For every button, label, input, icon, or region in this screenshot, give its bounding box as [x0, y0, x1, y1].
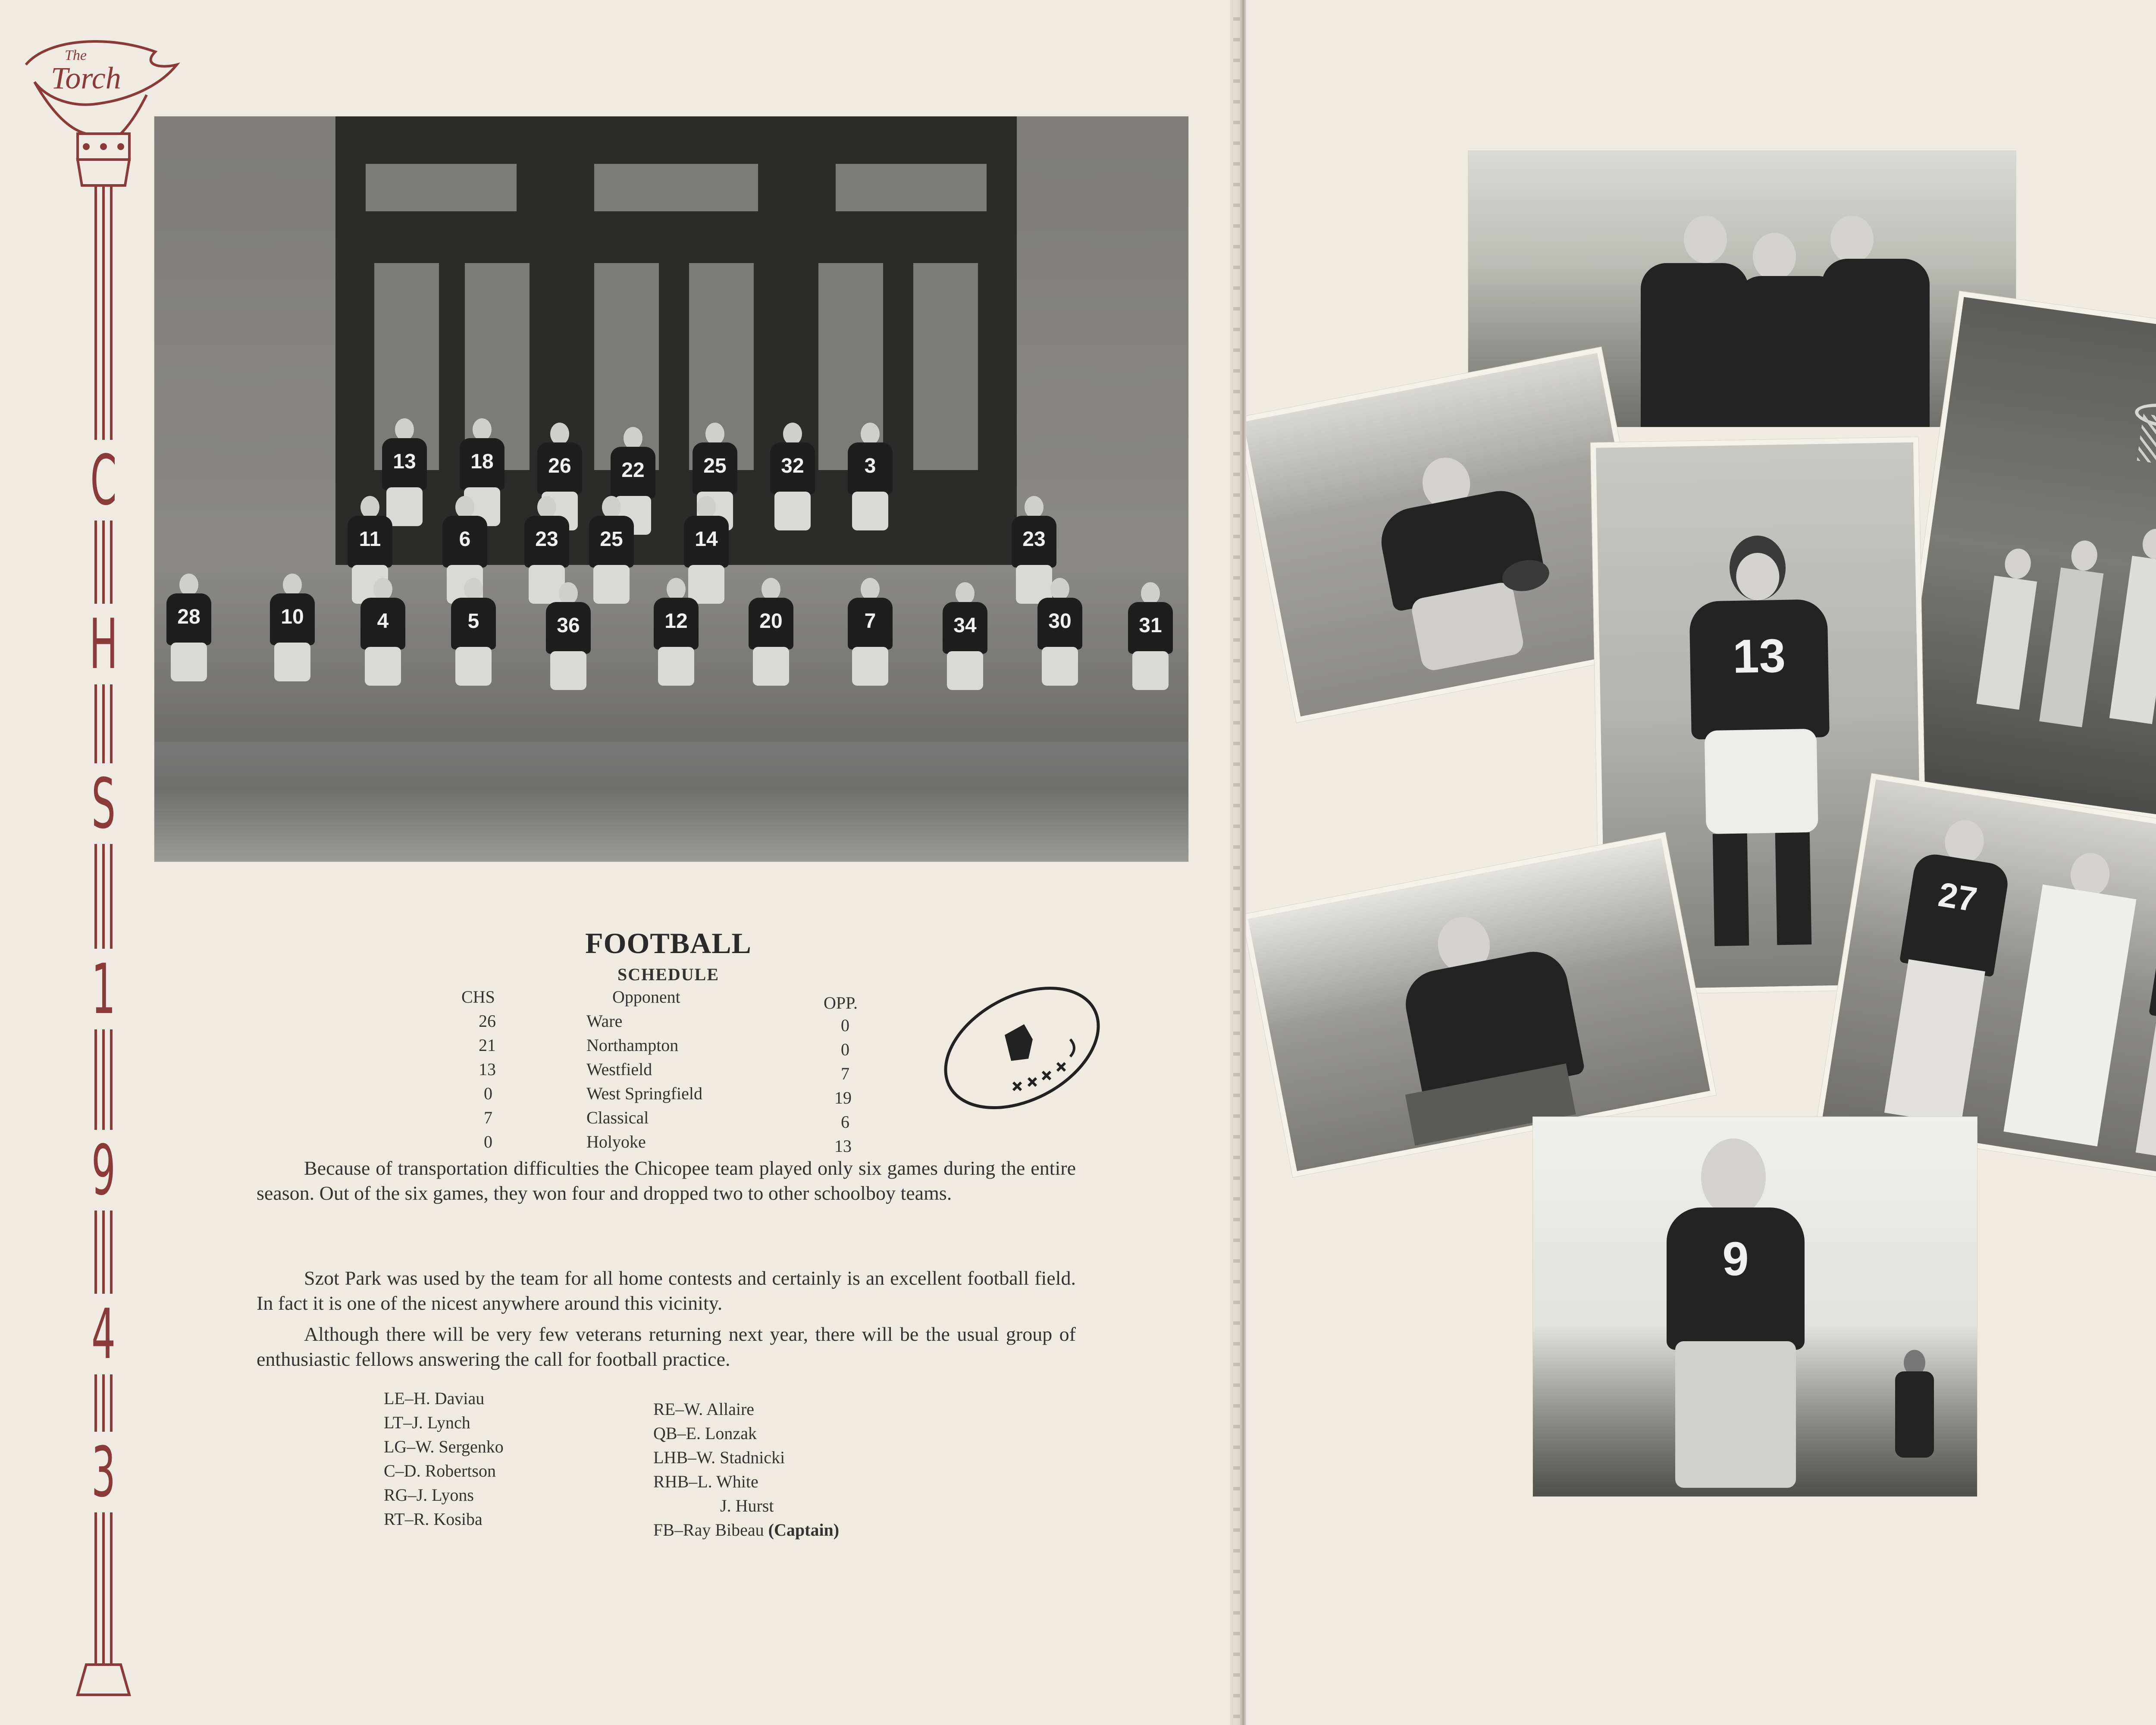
torch-title: Torch [51, 61, 121, 95]
paragraph: Szot Park was used by the team for all home contests and certainly is an excellent football field. In fact it is one of the nicest anywhere around this vicinity. [257, 1267, 1076, 1314]
lineup-entry: FB–Ray Bibeau (Captain) [653, 1520, 840, 1540]
lineup-entry: LT–J. Lynch [384, 1413, 470, 1432]
snapshot-player-9 [1533, 1117, 1977, 1496]
team-player: 5 [448, 578, 499, 686]
team-player: 6 [439, 496, 491, 604]
player-9-jersey: 9 [1667, 1208, 1805, 1350]
left-page: The Torch C H S 1 9 4 3 13 18 26 22 25 32 3 11 6 23 25 14 23 28 10 4 5 36 12 20 7 34 30 31 FOOTBALL SCHEDULE CHS Opponent OPP. 26 Ware 0 21 Northampton 0 13 Westfield 7 0 West Springfield 19 7 Classical 6 0 Holyoke 13 Because of transportation difficulties the Chicopee team played only six games during the entire season. Out of the six games, they won four and dropped two to other schoolboy teams. Szot Park was used by the team for all home contests and certainly is an excellent football field. In fact it is one of the nicest anywhere around this vicinity. Although there will be very few veterans returning next year, there will be the usual group of enthusiastic fellows answering the call for football practice. LE–H. Daviau LT–J. Lynch LG–W. Sergenko C–D. Robertson RG–J. Lyons RT–R. Kosiba RE–W. Allaire QB–E. Lonzak LHB–W. Stadnicki RHB–L. White J. Hurst FB–Ray Bibeau (Captain) [0, 0, 1238, 1725]
lineup-left [384, 1386, 504, 1531]
team-player: 4 [357, 578, 409, 686]
team-player: 34 [939, 582, 991, 690]
paragraph: Although there will be very few veterans returning next year, there will be the usual group of enthusiastic fellows answering the call for football practice. [257, 1323, 1076, 1370]
lineup-entry: LG–W. Sergenko [384, 1437, 504, 1456]
paragraph: Because of transportation difficulties the Chicopee team played only six games during the entire season. Out of the six games, they won four and dropped two to other schoolboy teams. [257, 1157, 1076, 1204]
team-player: 25 [586, 496, 637, 604]
right-page [1246, 0, 2156, 1725]
team-player: 3 [844, 423, 896, 530]
lineup-entry: J. Hurst [720, 1496, 774, 1515]
section-title: FOOTBALL [585, 927, 752, 960]
football-sketch-icon [931, 970, 1112, 1126]
team-photo [154, 116, 1188, 862]
lineup-entry: RE–W. Allaire [653, 1399, 755, 1419]
schedule-heading: SCHEDULE [617, 965, 720, 984]
team-player: 25 [689, 423, 741, 530]
side-letter: 4 [89, 1294, 118, 1374]
player-27-jersey: 27 [1899, 851, 2011, 977]
lineup-entry: RT–R. Kosiba [384, 1509, 483, 1529]
team-player: 18 [456, 418, 508, 526]
team-player: 12 [650, 578, 702, 686]
team-player: 14 [680, 496, 732, 604]
binding-stitches [1233, 0, 1240, 1725]
team-player: 23 [1008, 496, 1060, 604]
team-player: 10 [266, 574, 318, 681]
team-player: 7 [844, 578, 896, 686]
team-player: 26 [534, 423, 586, 530]
lineup-right [653, 1397, 839, 1542]
team-player: 28 [163, 574, 215, 681]
team-player: 13 [379, 418, 430, 526]
side-letter: 3 [89, 1432, 118, 1512]
building-doorway [335, 116, 1017, 565]
team-player: 11 [344, 496, 396, 604]
lineup-entry: LE–H. Daviau [384, 1389, 485, 1408]
team-player: 30 [1034, 578, 1086, 686]
lineup-entry: LHB–W. Stadnicki [653, 1448, 785, 1467]
side-letter: C [89, 440, 118, 521]
lineup-entry: RG–J. Lyons [384, 1485, 474, 1505]
side-letter: S [89, 763, 118, 844]
side-letter: H [89, 604, 118, 684]
captain-note: (Captain) [768, 1520, 840, 1540]
lineup-entry: QB–E. Lonzak [653, 1424, 757, 1443]
team-player: 22 [607, 427, 659, 535]
player-13-jersey: 13 [1689, 599, 1830, 740]
side-letter: 9 [89, 1130, 118, 1211]
lineup-entry: RHB–L. White [653, 1472, 758, 1491]
team-player: 36 [542, 582, 594, 690]
team-player: 32 [767, 423, 818, 530]
lineup-entry: C–D. Robertson [384, 1461, 496, 1480]
team-player: 31 [1125, 582, 1176, 690]
torch-small-label: The [65, 47, 87, 63]
team-player: 20 [745, 578, 797, 686]
side-letter: 1 [89, 949, 118, 1029]
team-player: 23 [521, 496, 573, 604]
